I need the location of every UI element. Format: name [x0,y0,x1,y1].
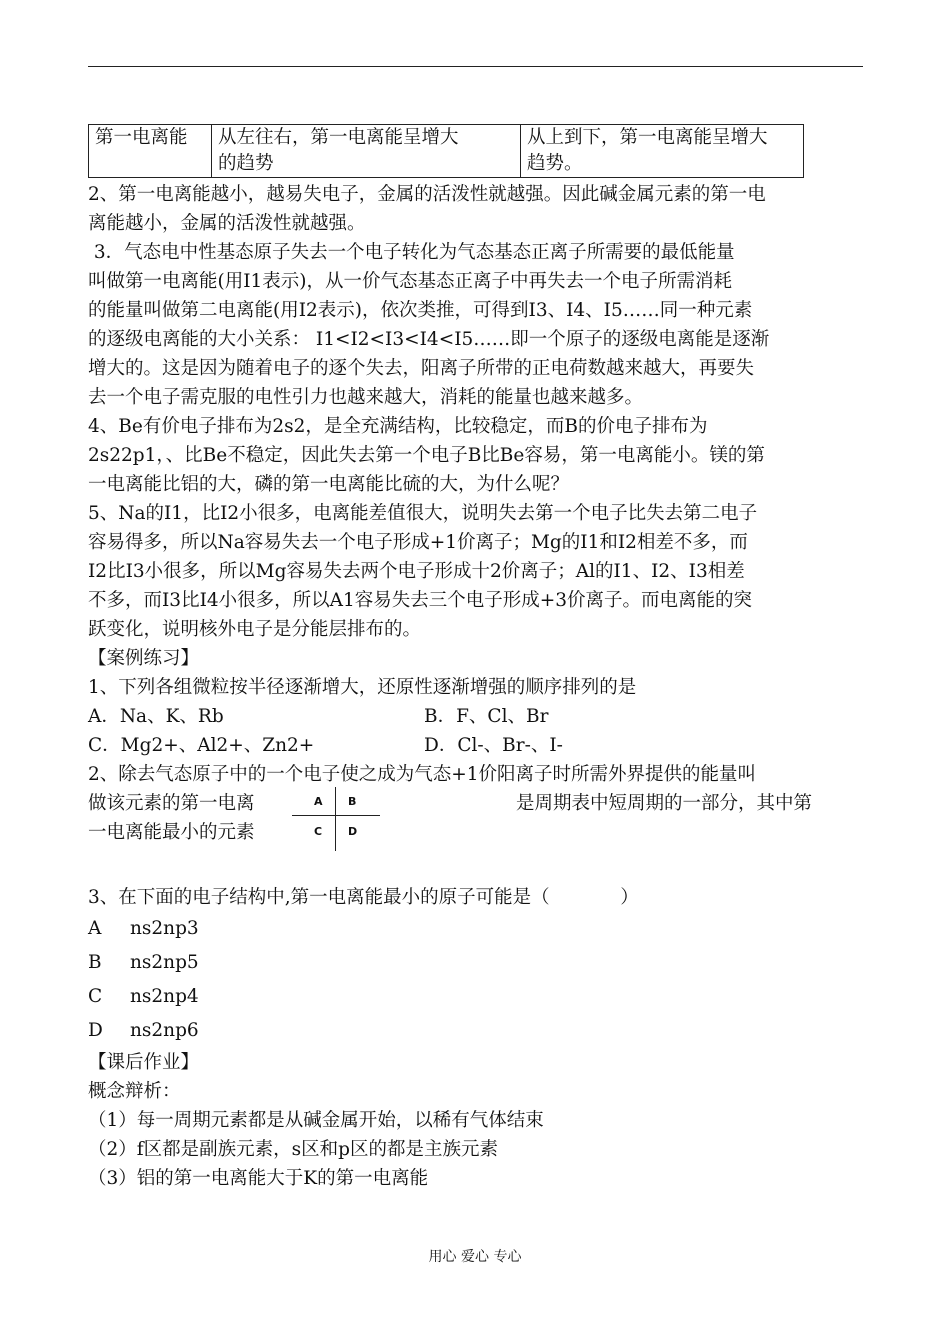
cell-text: 趋势。 [527,153,583,174]
question-text: 一电离能最小的元素 [88,822,255,843]
choice-value: ns2np5 [130,952,199,973]
option-a: A．Na、K、Rb [88,706,224,727]
concept-item: （2）f区都是副族元素，s区和p区的都是主族元素 [88,1139,498,1160]
grid-cell-c: C [314,825,323,838]
choice-row [88,946,868,980]
text-line: 跃变化，说明核外电子是分能层排布的。 [88,619,422,640]
case-practice-heading: 【案例练习】 [88,648,200,669]
cell-text: 的趋势 [218,153,274,174]
cell-text: 从左往右，第一电离能呈增大 [218,127,459,148]
periodic-table-fragment [292,787,380,851]
document-body [88,124,868,1193]
paragraph-2 [88,180,868,238]
choice-key: A [88,918,102,939]
option-row [88,702,868,731]
table-row [89,125,804,178]
table-cell-period-trend [212,125,521,178]
text-line: 去一个电子需克服的电性引力也越来越大，消耗的能量也越来越多。 [88,387,644,408]
paragraph-3 [88,238,868,412]
text-line: 4、Be有价电子排布为2s2，是全充满结构，比较稳定，而B的价电子排布为 [88,416,708,437]
question-stem: 1、下列各组微粒按半径逐渐增大，还原性逐渐增强的顺序排列的是 [88,677,637,698]
ionization-trend-table [88,124,804,178]
choice-key: D [88,1020,103,1041]
text-line: 的能量叫做第二电离能(用I2表示)，依次类推，可得到I3、I4、I5……同一种元素 [88,300,753,321]
grid-horizontal-line [292,815,380,816]
homework-heading: 【课后作业】 [88,1052,200,1073]
text-line: 不多，而I3比I4小很多，所以A1容易失去三个电子形成+3价离子。而电离能的突 [88,590,753,611]
choice-row [88,1014,868,1048]
concept-heading: 概念辩析： [88,1081,181,1102]
question-text: 是周期表中短周期的一部分，其中第 [516,793,813,814]
text-line: 5、Na的I1，比I2小很多，电离能差值很大，说明失去第一个电子比失去第二电子 [88,503,758,524]
table-cell-group-trend [521,125,804,178]
question-2 [88,760,868,883]
choice-row [88,980,868,1014]
grid-cell-b: B [348,795,357,808]
option-c: C．Mg2+、Al2+、Zn2+ [88,735,315,756]
text-line: 增大的。这是因为随着电子的逐个失去，阳离子所带的正电荷数越来越大，再要失 [88,358,755,379]
choice-value: ns2np6 [130,1020,199,1041]
option-row [88,731,868,760]
text-line: 2s22p1，、比Be不稳定，因此失去第一个电子B比Be容易，第一电离能小。镁的第 [88,445,765,466]
text-line: 叫做第一电离能(用I1表示)，从一价气态基态正离子中再失去一个电子所需消耗 [88,271,733,292]
text-line: 一电离能比铝的大，磷的第一电离能比硫的大，为什么呢？ [88,474,570,495]
concept-item: （1）每一周期元素都是从碱金属开始，以稀有气体结束 [88,1110,544,1131]
grid-vertical-line [335,787,336,851]
text-line: 2、第一电离能越小，越易失电子，金属的活泼性就越强。因此碱金属元素的第一电 [88,184,766,205]
choice-value: ns2np4 [130,986,199,1007]
question-1 [88,673,868,760]
grid-cell-a: A [314,795,323,808]
text-line: 3．气态电中性基态原子失去一个电子转化为气态基态正离子所需要的最低能量 [88,242,735,263]
option-d: D．Cl-、Br-、I- [424,735,563,756]
header-rule [88,66,863,67]
concept-item: （3）铝的第一电离能大于K的第一电离能 [88,1168,429,1189]
question-text: 做该元素的第一电离 [88,793,255,814]
question-stem: 2、除去气态原子中的一个电子使之成为气态+1价阳离子时所需外界提供的能量叫 [88,764,757,785]
cell-text: 从上到下，第一电离能呈增大 [527,127,768,148]
text-line: 的逐级电离能的大小关系： I1<I2<I3<I4<I5……即一个原子的逐级电离能是逐渐 [88,329,770,350]
question-2-body [88,789,868,883]
text-line: 容易得多，所以Na容易失去一个电子形成+1价离子；Mg的I1和I2相差不多，而 [88,532,748,553]
text-line: I2比I3小很多，所以Mg容易失去两个电子形成十2价离子；Al的I1、I2、I3相差 [88,561,745,582]
paragraph-4 [88,412,868,499]
cell-text: 第一电离能 [95,127,188,148]
grid-cell-d: D [348,825,358,838]
choice-key: C [88,986,103,1007]
text-line: 离能越小，金属的活泼性就越强。 [88,213,366,234]
choice-value: ns2np3 [130,918,199,939]
paragraph-5 [88,499,868,644]
choice-key: B [88,952,102,973]
page-footer: 用心 爱心 专心 [428,1249,522,1265]
question-3 [88,883,868,1048]
choice-row [88,912,868,946]
option-b: B．F、Cl、Br [424,706,549,727]
table-cell-label [89,125,212,178]
question-stem: 3、在下面的电子结构中,第一电离能最小的原子可能是（ ） [88,887,639,908]
